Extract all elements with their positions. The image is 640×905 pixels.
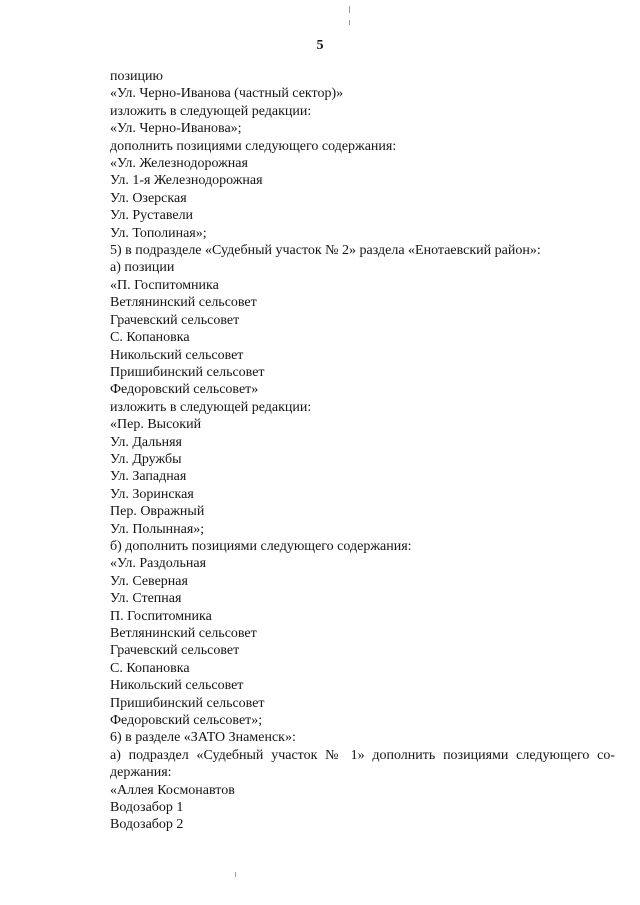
text-line: а) подраздел «Судебный участок № 1» дополнить позициями следующего со- xyxy=(110,747,615,763)
text-line: Водозабор 2 xyxy=(110,817,184,833)
text-line: «Пер. Высокий xyxy=(110,417,202,433)
text-line: держания: xyxy=(110,765,172,781)
text-line: 5) в подразделе «Судебный участок № 2» раздела «Енотаевский район»: xyxy=(110,243,541,259)
text-line: Пер. Овражный xyxy=(110,504,205,520)
text-line: Ветлянинский сельсовет xyxy=(110,295,257,311)
document-body xyxy=(110,68,615,834)
text-line: а) позиции xyxy=(110,260,175,276)
page-number: 5 xyxy=(316,38,324,53)
text-line: «Ул. Раздольная xyxy=(110,556,207,572)
text-line: Никольский сельсовет xyxy=(110,347,244,363)
text-line: Ул. Степная xyxy=(110,591,182,607)
text-line: Грачевский сельсовет xyxy=(110,312,240,328)
text-line: 6) в разделе «ЗАТО Знаменск»: xyxy=(110,730,296,746)
text-line: Пришибинский сельсовет xyxy=(110,364,265,380)
text-line: Ул. Северная xyxy=(110,573,188,589)
text-line: Ул. Руставели xyxy=(110,208,194,224)
text-line: б) дополнить позициями следующего содержания: xyxy=(110,538,412,554)
text-line: Ул. Западная xyxy=(110,469,187,485)
text-line: Пришибинский сельсовет xyxy=(110,695,265,711)
scan-speck xyxy=(235,872,236,877)
text-line: Ул. Полынная»; xyxy=(110,521,205,537)
text-line: Федоровский сельсовет»; xyxy=(110,713,263,729)
text-line: «Аллея Космонавтов xyxy=(110,782,235,798)
text-line: Никольский сельсовет xyxy=(110,678,244,694)
scan-speck xyxy=(349,20,350,25)
scan-speck xyxy=(349,6,350,13)
text-line: «Ул. Черно-Иванова»; xyxy=(110,121,242,137)
text-line: «П. Госпитомника xyxy=(110,277,219,293)
text-line: С. Копановка xyxy=(110,660,190,676)
text-line: Грачевский сельсовет xyxy=(110,643,240,659)
text-line: Ул. Зоринская xyxy=(110,486,194,502)
text-line: Федоровский сельсовет» xyxy=(110,382,259,398)
text-line: Ул. Дальняя xyxy=(110,434,182,450)
text-line: Ул. Озерская xyxy=(110,190,187,206)
text-line: позицию xyxy=(110,69,163,84)
text-line: Ул. Тополиная»; xyxy=(110,225,207,241)
text-line: Ветлянинский сельсовет xyxy=(110,626,257,641)
text-line: «Ул. Железнодорожная xyxy=(110,156,248,172)
text-line: С. Копановка xyxy=(110,330,190,346)
text-line: изложить в следующей редакции: xyxy=(110,103,312,119)
text-line: П. Госпитомника xyxy=(110,608,212,624)
text-line: дополнить позициями следующего содержания: xyxy=(110,138,397,154)
text-line: Водозабор 1 xyxy=(110,800,184,816)
text-line: изложить в следующей редакции: xyxy=(110,399,312,415)
text-line: Ул. 1-я Железнодорожная xyxy=(110,173,263,189)
text-line: «Ул. Черно-Иванова (частный сектор)» xyxy=(110,86,344,102)
text-line: Ул. Дружбы xyxy=(110,451,182,467)
